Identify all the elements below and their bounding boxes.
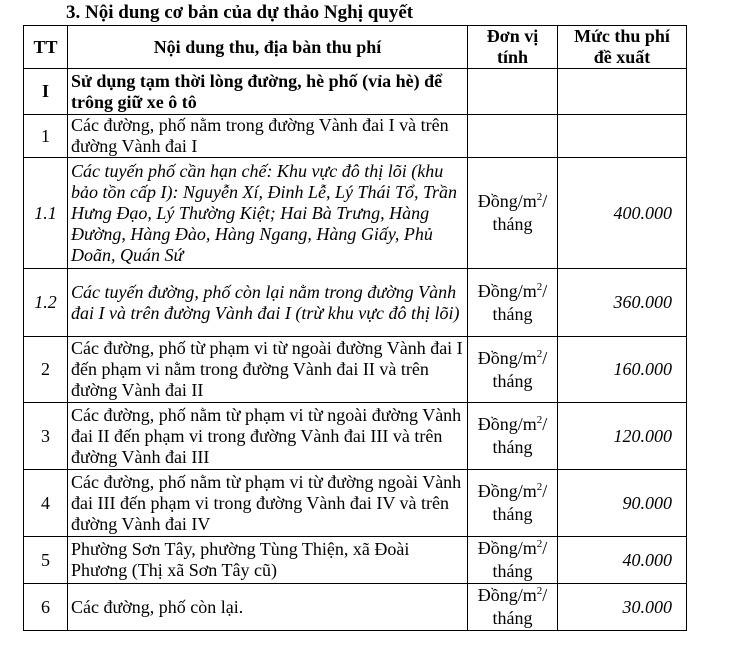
row-tt: 3 bbox=[24, 403, 68, 470]
fee-table bbox=[23, 25, 687, 631]
table-row bbox=[24, 269, 687, 337]
row-fee: 160.000 bbox=[558, 337, 687, 403]
row-unit bbox=[468, 69, 558, 115]
table-row bbox=[24, 470, 687, 537]
table-row bbox=[24, 403, 687, 470]
row-fee: 360.000 bbox=[558, 269, 687, 337]
header-fee-line1: Mức thu phí bbox=[574, 26, 670, 46]
header-unit bbox=[468, 26, 558, 69]
row-unit: Đồng/$m^2/$ tháng bbox=[468, 158, 558, 269]
table-row bbox=[24, 69, 687, 115]
header-content: Nội dung thu, địa bàn thu phí bbox=[68, 26, 468, 69]
row-unit: Đồng/$m^2/$ tháng bbox=[468, 269, 558, 337]
row-fee: 40.000 bbox=[558, 537, 687, 584]
table-row bbox=[24, 537, 687, 584]
row-unit: Đồng/$m^2/$ tháng bbox=[468, 337, 558, 403]
row-unit: Đồng/$m^2/$ tháng bbox=[468, 584, 558, 631]
table-row bbox=[24, 158, 687, 269]
header-fee bbox=[558, 26, 687, 69]
header-fee-line2: đề xuất bbox=[593, 47, 651, 67]
row-fee: 30.000 bbox=[558, 584, 687, 631]
table-row bbox=[24, 115, 687, 158]
row-tt: 2 bbox=[24, 337, 68, 403]
row-fee: 120.000 bbox=[558, 403, 687, 470]
row-unit: Đồng/$m^2/$ tháng bbox=[468, 403, 558, 470]
row-tt: 1.2 bbox=[24, 269, 68, 337]
header-unit-line1: Đơn vị bbox=[486, 26, 539, 46]
table-header-row bbox=[24, 26, 687, 69]
row-content: Phường Sơn Tây, phường Tùng Thiện, xã Đoài Phương (Thị xã Sơn Tây cũ) bbox=[68, 537, 468, 584]
row-tt: I bbox=[24, 69, 68, 115]
header-tt: TT bbox=[24, 26, 68, 69]
row-unit bbox=[468, 115, 558, 158]
row-content: Các tuyến phố cần hạn chế: Khu vực đô thị lõi (khu bảo tồn cấp I): Nguyễn Xí, Đinh Lễ, Lý Thái Tổ, Trần Hưng Đạo, Lý Thường Kiệt; Hai Bà Trưng, Hàng Đường, Hàng Đào, Hàng Ngang, Hàng Giấy, Phủ Doãn, Quán Sứ bbox=[68, 158, 468, 269]
row-tt: 4 bbox=[24, 470, 68, 537]
row-fee bbox=[558, 115, 687, 158]
row-fee bbox=[558, 69, 687, 115]
row-tt: 1 bbox=[24, 115, 68, 158]
row-fee: 400.000 bbox=[558, 158, 687, 269]
row-unit: Đồng/$m^2/$ tháng bbox=[468, 537, 558, 584]
row-tt: 6 bbox=[24, 584, 68, 631]
row-tt: 5 bbox=[24, 537, 68, 584]
row-fee: 90.000 bbox=[558, 470, 687, 537]
row-content: Các đường, phố nằm trong đường Vành đai I và trên đường Vành đai I bbox=[68, 115, 468, 158]
header-unit-line2: tính bbox=[496, 47, 529, 67]
table-row bbox=[24, 337, 687, 403]
row-content: Các tuyến đường, phố còn lại nằm trong đường Vành đai I và trên đường Vành đai I (trừ khu vực đô thị lõi) bbox=[68, 269, 468, 337]
row-content: Các đường, phố từ phạm vi từ ngoài đường Vành đai I đến phạm vi nằm trong đường Vành đai II và trên đường Vành đai II bbox=[68, 337, 468, 403]
row-unit: Đồng/$m^2/$ tháng bbox=[468, 470, 558, 537]
row-content: Sử dụng tạm thời lòng đường, hè phố (vỉa hè) để trông giữ xe ô tô bbox=[68, 69, 468, 115]
row-content: Các đường, phố nằm từ phạm vi từ đường ngoài Vành đai III đến phạm vi trong đường Vành đai IV và trên đường Vành đai IV bbox=[68, 470, 468, 537]
row-content: Các đường, phố nằm từ phạm vi từ ngoài đường Vành đai II đến phạm vi trong đường Vành đai III và trên đường Vành đai III bbox=[68, 403, 468, 470]
table-row bbox=[24, 584, 687, 631]
row-content: Các đường, phố còn lại. bbox=[68, 584, 468, 631]
row-tt: 1.1 bbox=[24, 158, 68, 269]
section-heading: 3. Nội dung cơ bản của dự thảo Nghị quyết bbox=[66, 2, 414, 23]
